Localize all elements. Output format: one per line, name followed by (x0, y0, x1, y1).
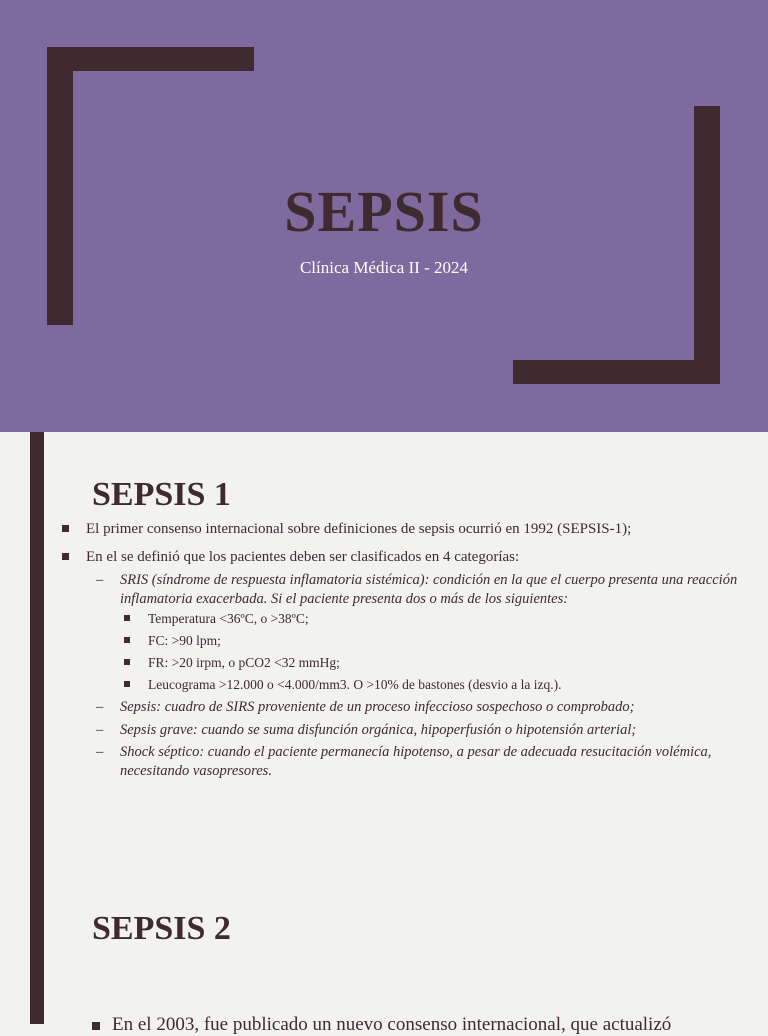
bullet-list (62, 520, 742, 789)
criteria-item: FC: >90 lpm; (124, 632, 742, 650)
category-item: – Shock séptico: cuando el paciente permanecía hipotenso, a pesar de adecuada resucitación volémica, necesitando vasopresores. (96, 744, 712, 779)
dash-bullet-icon: – (96, 744, 104, 760)
criteria-item: FR: >20 irpm, o pCO2 <32 mmHg; (124, 654, 742, 672)
category-list (96, 571, 742, 780)
dash-bullet-icon: – (96, 721, 104, 738)
content-slide-sepsis-2 (0, 866, 768, 1035)
title-slide (0, 0, 768, 432)
category-item: – Sepsis grave: cuando se suma disfunción orgánica, hipoperfusión o hipotensión arterial; (96, 721, 637, 738)
list-item: En el se definió que los pacientes deben ser clasificados en 4 categorías: – SRIS (síndrome de respuesta inflamatoria sistémica): condición en la que el cuerpo presenta una reacción inflamatoria exacerbada. Si el paciente presenta dos o más de los siguientes: Temperatura <36ºC, o >38ºC; FC: >90 lpm; FR: >20 irpm, o pCO2 <32 mmHg; Leucograma >12.000 o <4.000/mm3. O >10% de bastones (desvio a la izq.). – Sepsis: cuadro de SIRS proveniente de un proceso infeccioso sospechoso o comprobado; – Sepsis grave: cuando se suma disfunción orgánica, hipoperfusión o hipotensión arterial; – Shock séptico: cuando el paciente permanecía hipotenso, a pesar de adecuada resucitación volémica, necesitando vasopresores. (62, 548, 742, 780)
sris-criteria-list (124, 610, 742, 694)
category-item: – SRIS (síndrome de respuesta inflamatoria sistémica): condición en la que el cuerpo presenta una reacción inflamatoria exacerbada. Si el paciente presenta dos o más de los siguientes: Temperatura <36ºC, o >38ºC; FC: >90 lpm; FR: >20 irpm, o pCO2 <32 mmHg; Leucograma >12.000 o <4.000/mm3. O >10% de bastones (desvio a la izq.). (96, 571, 742, 694)
criteria-item: Leucograma >12.000 o <4.000/mm3. O >10% de bastones (desvio a la izq.). (124, 676, 742, 694)
dash-bullet-icon: – (96, 699, 104, 715)
square-bullet-icon (124, 615, 130, 621)
criteria-item: Temperatura <36ºC, o >38ºC; (124, 610, 742, 628)
left-accent-bar (30, 432, 44, 866)
square-bullet-icon (124, 681, 130, 687)
category-item: – Sepsis: cuadro de SIRS proveniente de un proceso infeccioso sospechoso o comprobado; (96, 699, 635, 715)
slide-heading: SEPSIS 2 (92, 910, 231, 947)
square-bullet-icon (92, 1022, 100, 1030)
list-item: En el 2003, fue publicado un nuevo consenso internacional, que actualizó (92, 1014, 671, 1036)
content-slide-sepsis-1 (0, 432, 768, 866)
square-bullet-icon (124, 637, 130, 643)
corner-bracket-top-left-horizontal (47, 47, 254, 71)
square-bullet-icon (62, 553, 69, 560)
slide-heading: SEPSIS 1 (92, 476, 231, 513)
slide-subtitle: Clínica Médica II - 2024 (299, 258, 469, 277)
square-bullet-icon (62, 525, 69, 532)
slide-title: SEPSIS (284, 179, 484, 244)
corner-bracket-bottom-right-horizontal (513, 360, 720, 384)
list-item: El primer consenso internacional sobre definiciones de sepsis ocurrió en 1992 (SEPSIS-1); (62, 520, 742, 539)
left-accent-bar (30, 866, 44, 1024)
dash-bullet-icon: – (96, 572, 104, 588)
square-bullet-icon (124, 659, 130, 665)
corner-bracket-bottom-right-vertical (694, 106, 720, 384)
